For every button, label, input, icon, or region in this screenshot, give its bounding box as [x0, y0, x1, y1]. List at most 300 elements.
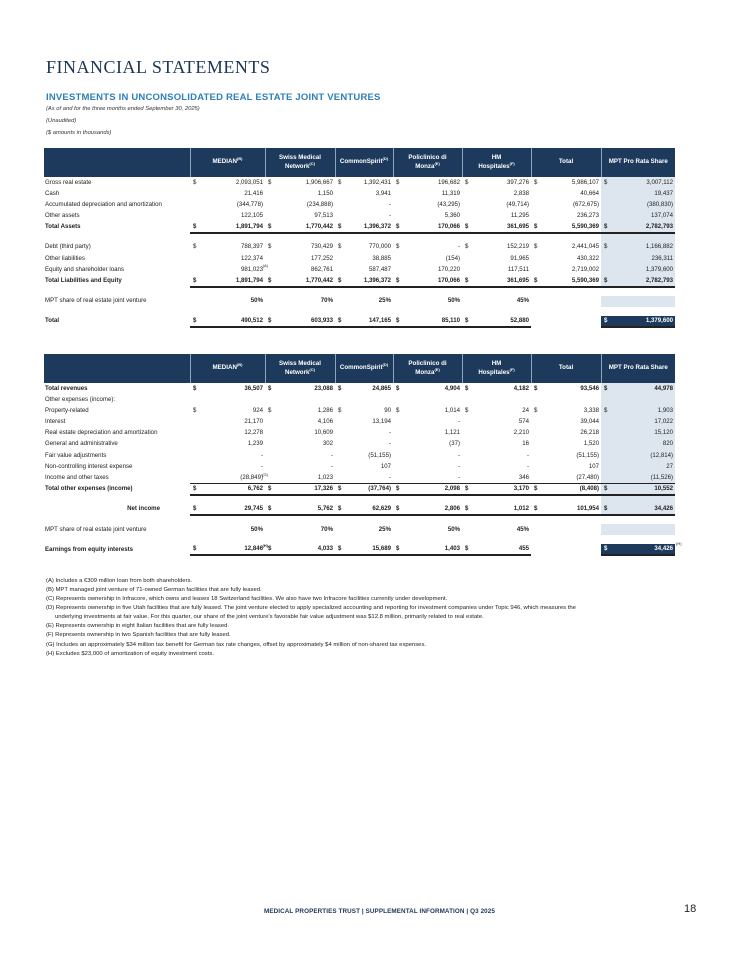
cell-value: 170,220: [437, 265, 461, 273]
dollar-sign: [393, 439, 405, 450]
dollar-sign: [335, 473, 347, 484]
dollar-sign: [393, 461, 405, 472]
cell-value: 981,023 (A): [240, 263, 268, 273]
dollar-sign: $: [601, 276, 613, 287]
cell-value: -: [457, 418, 461, 426]
dollar-sign: [393, 428, 405, 439]
cell-value: 2,838: [513, 189, 530, 197]
cell-value: -: [457, 451, 461, 459]
dollar-sign: [190, 199, 202, 210]
cell-value: 50%: [447, 297, 461, 305]
cell-value: 2,782,793: [613, 222, 675, 233]
row-label: Other assets: [45, 212, 80, 220]
dollar-sign: [601, 211, 613, 222]
footnote-h: (H) Excludes $23,000 of amortization of equity investment costs.: [46, 650, 214, 657]
table-row: [44, 428, 675, 439]
dollar-sign: [190, 264, 202, 275]
page-number: 18: [684, 903, 697, 915]
dollar-sign: $: [393, 544, 405, 555]
dollar-sign: [462, 450, 474, 461]
dollar-sign: [531, 417, 543, 428]
cell-value: (51,155): [576, 451, 600, 459]
dollar-sign: $: [462, 222, 474, 233]
header-commonspirit: CommonSpirit$^{(D)}$: [335, 148, 393, 177]
cell-value: 1,392,431: [363, 178, 391, 186]
cell-value: 107: [380, 462, 391, 470]
dollar-sign: $: [601, 484, 613, 495]
cell-value: -: [388, 473, 391, 481]
cell-value: 587,487: [368, 265, 391, 273]
cell-value: -: [457, 243, 461, 251]
dollar-sign: [601, 264, 613, 275]
dollar-sign: [462, 439, 474, 450]
cell-value: (154): [445, 254, 461, 262]
dollar-sign: $: [265, 316, 277, 327]
dollar-sign: $: [190, 504, 202, 515]
dollar-sign: [462, 199, 474, 210]
cell-value: 122,374: [240, 254, 263, 262]
dollar-sign: [393, 417, 405, 428]
dollar-sign: [531, 439, 543, 450]
cell-value: -: [457, 462, 461, 470]
cell-value: (11,526): [613, 473, 675, 484]
row-label: Total other expenses (income): [45, 485, 133, 493]
cell-value: 2,098: [405, 484, 462, 495]
cell-value: (28,849) (G): [240, 471, 268, 481]
cell-value: 117,511: [507, 265, 530, 273]
cell-value: 1,520: [583, 440, 600, 448]
header-swiss-medical: Swiss Medical Network$^{(C)}$: [265, 148, 335, 177]
row-label: Debt (third party): [45, 243, 91, 251]
dollar-sign: $: [193, 384, 197, 392]
cell-value: 346: [518, 473, 530, 481]
cell-value: 820: [613, 439, 675, 450]
cell-value: (43,295): [437, 200, 461, 208]
cell-value: 924: [252, 406, 263, 414]
dollar-sign: [531, 428, 543, 439]
cell-value: 29,745: [202, 504, 265, 515]
dollar-sign: $: [601, 316, 613, 327]
cell-value: 11,295: [510, 212, 530, 220]
table-row: [44, 450, 675, 461]
cell-value: 38,885: [372, 254, 391, 262]
cell-value: 70%: [320, 297, 333, 305]
cell-value: 3,338: [583, 406, 600, 414]
dollar-sign: $: [462, 484, 474, 495]
cell-value: -: [330, 462, 333, 470]
cell-value: 5,360: [444, 212, 461, 220]
footnotes: [46, 577, 606, 659]
cell-value: (234,888): [306, 200, 333, 208]
row-label: Cash: [45, 189, 60, 197]
dollar-sign: [393, 199, 405, 210]
cell-value: -: [260, 462, 263, 470]
dollar-sign: $: [193, 178, 197, 186]
total-assets-row: [44, 222, 675, 233]
row-label: Total revenues: [45, 384, 88, 392]
dollar-sign: $: [393, 316, 405, 327]
dollar-sign: $: [601, 504, 613, 515]
dollar-sign: [531, 211, 543, 222]
dollar-sign: [335, 199, 347, 210]
dollar-sign: $: [396, 178, 400, 186]
cell-value: (12,814): [613, 450, 675, 461]
cell-value: (37,764): [347, 484, 393, 495]
dollar-sign: [531, 461, 543, 472]
dollar-sign: [335, 264, 347, 275]
dollar-sign: [190, 188, 202, 199]
pro-rata-total: 34,426: [613, 544, 675, 555]
cell-value: 122,105: [240, 212, 263, 220]
header-policlinico: Policlinico di Monza$^{(E)}$: [393, 354, 462, 383]
mpt-share-row: [44, 296, 675, 307]
cell-value: 70%: [320, 525, 333, 533]
cell-value: 26,218: [580, 429, 600, 437]
cell-value: 101,954: [543, 504, 601, 515]
dollar-sign: [265, 188, 277, 199]
dollar-sign: $: [601, 222, 613, 233]
cell-value: 21,170: [244, 418, 263, 426]
cell-value: -: [330, 451, 333, 459]
footnote-f: (F) Represents ownership in two Spanish facilities that are fully leased.: [46, 632, 231, 639]
dollar-sign: $: [265, 544, 277, 555]
table-row: [44, 177, 675, 188]
cell-value: 1,012: [474, 504, 531, 515]
dollar-sign: [265, 428, 277, 439]
dollar-sign: $: [190, 222, 202, 233]
dollar-sign: [601, 253, 613, 264]
cell-value: 15,120: [613, 428, 675, 439]
cell-value: 236,273: [577, 212, 600, 220]
dollar-sign: $: [601, 544, 613, 555]
cell-value: 1,150: [317, 189, 333, 197]
cell-value: 25%: [378, 297, 391, 305]
dollar-sign: $: [462, 504, 474, 515]
dollar-sign: $: [396, 406, 400, 414]
cell-value: 2,093,051: [235, 178, 263, 186]
dollar-sign: [335, 428, 347, 439]
dollar-sign: $: [534, 178, 538, 186]
section-title: INVESTMENTS IN UNCONSOLIDATED REAL ESTATE JOINT VENTURES: [46, 92, 381, 103]
dollar-sign: [462, 264, 474, 275]
cell-value: 107: [588, 462, 600, 470]
dollar-sign: [265, 439, 277, 450]
footnote-ref: (A): [262, 263, 268, 269]
dollar-sign: $: [193, 406, 197, 414]
dollar-sign: [190, 461, 202, 472]
cell-value: 170,066: [405, 222, 462, 233]
cell-value: 361,695: [474, 276, 531, 287]
cell-value: (8,408): [543, 484, 601, 495]
total-revenues-row: [44, 383, 675, 394]
header-commonspirit: CommonSpirit$^{(D)}$: [335, 354, 393, 383]
dollar-sign: [393, 188, 405, 199]
dollar-sign: $: [531, 222, 543, 233]
footnote-e: (E) Represents ownership in eight Italian facilities that are fully leased.: [46, 623, 230, 630]
dollar-sign: [531, 199, 543, 210]
dollar-sign: [462, 428, 474, 439]
footnote-ref-h: (H): [676, 541, 682, 547]
cell-value: 1,379,600: [613, 264, 675, 275]
dollar-sign: $: [462, 316, 474, 327]
dollar-sign: [190, 524, 202, 535]
mpt-share-row: [44, 524, 675, 535]
cell-value: 1,770,442: [277, 276, 335, 287]
dollar-sign: $: [265, 504, 277, 515]
header-hm-hospitales: HM Hospitales$^{(F)}$: [462, 148, 531, 177]
dollar-sign: [265, 211, 277, 222]
dollar-sign: $: [268, 178, 272, 186]
cell-value: 24: [522, 406, 530, 414]
footnote-ref: (G): [262, 471, 268, 477]
row-label: Earnings from equity interests: [45, 545, 134, 553]
cell-value: 490,512: [202, 316, 265, 327]
table-row: [44, 405, 675, 416]
dollar-sign: $: [601, 405, 613, 416]
cell-value: 1,891,794: [202, 222, 265, 233]
dollar-sign: [531, 473, 543, 484]
cell-value: 1,403: [405, 544, 462, 555]
page-title: FINANCIAL STATEMENTS: [46, 57, 271, 77]
dollar-sign: [462, 188, 474, 199]
table-row: [44, 439, 675, 450]
cell-value: 862,761: [310, 265, 333, 273]
cell-value: 6,762: [202, 484, 265, 495]
dollar-sign: $: [338, 178, 342, 186]
dollar-sign: [393, 450, 405, 461]
cell-value: 730,429: [310, 243, 333, 251]
row-label: Accumulated depreciation and amortization: [45, 200, 162, 208]
dollar-sign: [190, 253, 202, 264]
cell-value: 39,044: [580, 418, 600, 426]
dollar-sign: [601, 450, 613, 461]
row-label: Total Assets: [45, 223, 81, 231]
cell-value: -: [388, 212, 391, 220]
dollar-sign: [190, 473, 202, 484]
row-label: Total Liabilities and Equity: [45, 277, 122, 285]
dollar-sign: [393, 264, 405, 275]
cell-value: 1,239: [247, 440, 263, 448]
header-policlinico: Policlinico di Monza$^{(E)}$: [393, 148, 462, 177]
dollar-sign: [265, 461, 277, 472]
footnote-g: (G) Includes an approximately $34 million tax benefit for German tax rate changes, offset by approximately $4 million of non-shared tax expenses.: [46, 641, 427, 648]
cell-value: 1,906,667: [305, 178, 333, 186]
row-label: Fair value adjustments: [45, 451, 107, 459]
table-row: [44, 417, 675, 428]
row-label: General and administrative: [45, 440, 118, 448]
dollar-sign: [190, 450, 202, 461]
cell-value: 17,022: [613, 417, 675, 428]
cell-value: (380,830): [613, 199, 675, 210]
table-row: [44, 199, 675, 210]
dollar-sign: [190, 211, 202, 222]
cell-value: 85,110: [405, 316, 462, 327]
dollar-sign: [335, 253, 347, 264]
cell-value: 603,933: [277, 316, 335, 327]
dollar-sign: [265, 199, 277, 210]
dollar-sign: $: [190, 276, 202, 287]
cell-value: -: [526, 462, 530, 470]
dollar-sign: $: [465, 406, 469, 414]
cell-value: 44,978: [613, 383, 675, 394]
cell-value: 1,023: [317, 473, 333, 481]
cell-value: 196,682: [437, 178, 461, 186]
dollar-sign: [265, 450, 277, 461]
balance-sheet-table: [44, 148, 675, 328]
row-label: Other liabilities: [45, 254, 85, 262]
cell-value: 11,319: [441, 189, 461, 197]
dollar-sign: [462, 473, 474, 484]
cell-value: 302: [322, 440, 333, 448]
dollar-sign: $: [393, 504, 405, 515]
cell-value: 1,903: [613, 405, 675, 416]
dollar-sign: [462, 524, 474, 535]
dollar-sign: $: [193, 243, 197, 251]
cell-value: -: [388, 200, 391, 208]
cell-value: 3,170: [474, 484, 531, 495]
dollar-sign: [265, 524, 277, 535]
cell-value: 23,088: [314, 384, 333, 392]
dollar-sign: $: [462, 276, 474, 287]
dollar-sign: $: [465, 178, 469, 186]
dollar-sign: $: [335, 276, 347, 287]
cell-value: 10,552: [613, 484, 675, 495]
cell-value: 3,941: [375, 189, 391, 197]
dollar-sign: [335, 450, 347, 461]
dollar-sign: $: [601, 177, 613, 188]
cell-value: 147,165: [347, 316, 393, 327]
income-statement-table: [44, 354, 675, 556]
dollar-sign: $: [265, 276, 277, 287]
dollar-sign: $: [465, 243, 469, 251]
dollar-sign: [601, 199, 613, 210]
cell-value: 62,629: [347, 504, 393, 515]
dollar-sign: [601, 188, 613, 199]
dollar-sign: [265, 417, 277, 428]
cell-value: (51,155): [368, 451, 391, 459]
dollar-sign: [335, 524, 347, 535]
subtitle-unaudited: (Unaudited): [46, 118, 77, 124]
row-label: Non-controlling interest expense: [45, 462, 133, 470]
dollar-sign: $: [335, 544, 347, 555]
cell-value: 12,278: [244, 429, 263, 437]
cell-value: 27: [613, 461, 675, 472]
header-median: $MEDIAN^{(B)}$: [190, 354, 265, 383]
cell-value: 137,074: [613, 211, 675, 222]
dollar-sign: [462, 296, 474, 307]
footnote-ref: (H): [262, 543, 268, 549]
dollar-sign: [335, 296, 347, 307]
cell-value: 52,880: [474, 316, 531, 327]
table-row: [44, 188, 675, 199]
dollar-sign: $: [268, 384, 272, 392]
row-label: Real estate depreciation and amortization: [45, 429, 158, 437]
dollar-sign: [531, 450, 543, 461]
cell-value: 2,210: [513, 429, 530, 437]
dollar-sign: [190, 417, 202, 428]
cell-value: 2,441,045: [571, 243, 600, 251]
cell-value: -: [457, 473, 461, 481]
cell-value: -: [260, 451, 263, 459]
dollar-sign: $: [190, 544, 202, 555]
dollar-sign: $: [396, 243, 400, 251]
footnote-c: (C) Represents ownership in Infracore, which owns and leases 18 Switzerland facilities. We also have two Infracore facilities currently under development.: [46, 596, 448, 603]
dollar-sign: [393, 296, 405, 307]
cell-value: 2,782,793: [613, 276, 675, 287]
dollar-sign: $: [601, 383, 613, 394]
cell-value: 1,396,372: [347, 276, 393, 287]
dollar-sign: [265, 296, 277, 307]
dollar-sign: $: [534, 384, 538, 392]
dollar-sign: $: [338, 243, 342, 251]
cell-value: 1,770,442: [277, 222, 335, 233]
cell-value: 97,513: [314, 212, 333, 220]
cell-value: 40,664: [580, 189, 600, 197]
cell-value: 152,219: [506, 243, 530, 251]
dollar-sign: $: [338, 406, 342, 414]
table-row: [44, 211, 675, 222]
cell-value: 50%: [250, 525, 263, 533]
row-label: Interest: [45, 418, 66, 426]
cell-value: 34,426: [613, 504, 675, 515]
dollar-sign: $: [268, 406, 272, 414]
dollar-sign: $: [335, 222, 347, 233]
cell-value: 25%: [378, 525, 391, 533]
dollar-sign: $: [393, 276, 405, 287]
total-other-expenses-row: [44, 484, 675, 495]
cell-value: 16: [522, 440, 530, 448]
footnote-d-continued: underlying investments at fair value. For this quarter, our share of the joint venture's favorable fair value adjustment was $12.8 million, primarily related to real estate.: [55, 614, 484, 621]
table-header: [44, 148, 675, 177]
cell-value: 1,286: [317, 406, 333, 414]
cell-value: 50%: [447, 525, 461, 533]
cell-value: 15,689: [347, 544, 393, 555]
subtitle-units: ($ amounts in thousands): [46, 130, 112, 136]
header-swiss-medical: Swiss Medical Network$^{(C)}$: [265, 354, 335, 383]
dollar-sign: [393, 253, 405, 264]
cell-value: 10,609: [314, 429, 333, 437]
cell-value: 236,311: [613, 253, 675, 264]
header-pro-rata: MPT Pro Rata Share: [601, 148, 675, 177]
row-label: Gross real estate: [45, 178, 92, 186]
footnote-d: (D) Represents ownership in five Utah facilities that are fully leased. The joint venture elected to apply specialized accounting and reporting for investment companies under Topic 946, which measures the: [46, 605, 576, 612]
dollar-sign: $: [534, 243, 538, 251]
dollar-sign: [462, 253, 474, 264]
dollar-sign: [601, 461, 613, 472]
cell-value: 4,182: [513, 384, 530, 392]
cell-value: 1,014: [444, 406, 461, 414]
subtitle-period: (As of and for the three months ended September 30, 2025): [46, 106, 200, 112]
cell-value: 397,276: [506, 178, 530, 186]
cell-value: 455: [474, 544, 531, 555]
cell-value: 1,166,882: [613, 242, 675, 253]
dollar-sign: [601, 417, 613, 428]
cell-value: 4,904: [444, 384, 461, 392]
dollar-sign: [335, 188, 347, 199]
header-total: Total: [531, 148, 601, 177]
pro-rata-total: 1,379,600: [613, 316, 675, 327]
header-total: Total: [531, 354, 601, 383]
dollar-sign: $: [534, 406, 538, 414]
row-label: Total: [45, 317, 60, 325]
dollar-sign: [335, 211, 347, 222]
table-header: [44, 354, 675, 383]
row-label: MPT share of real estate joint venture: [45, 525, 147, 533]
total-liabilities-equity-row: [44, 276, 675, 287]
other-expenses-heading: Other expenses (income):: [44, 394, 675, 405]
cell-value: 21,416: [244, 189, 263, 197]
cell-value: (344,778): [236, 200, 263, 208]
